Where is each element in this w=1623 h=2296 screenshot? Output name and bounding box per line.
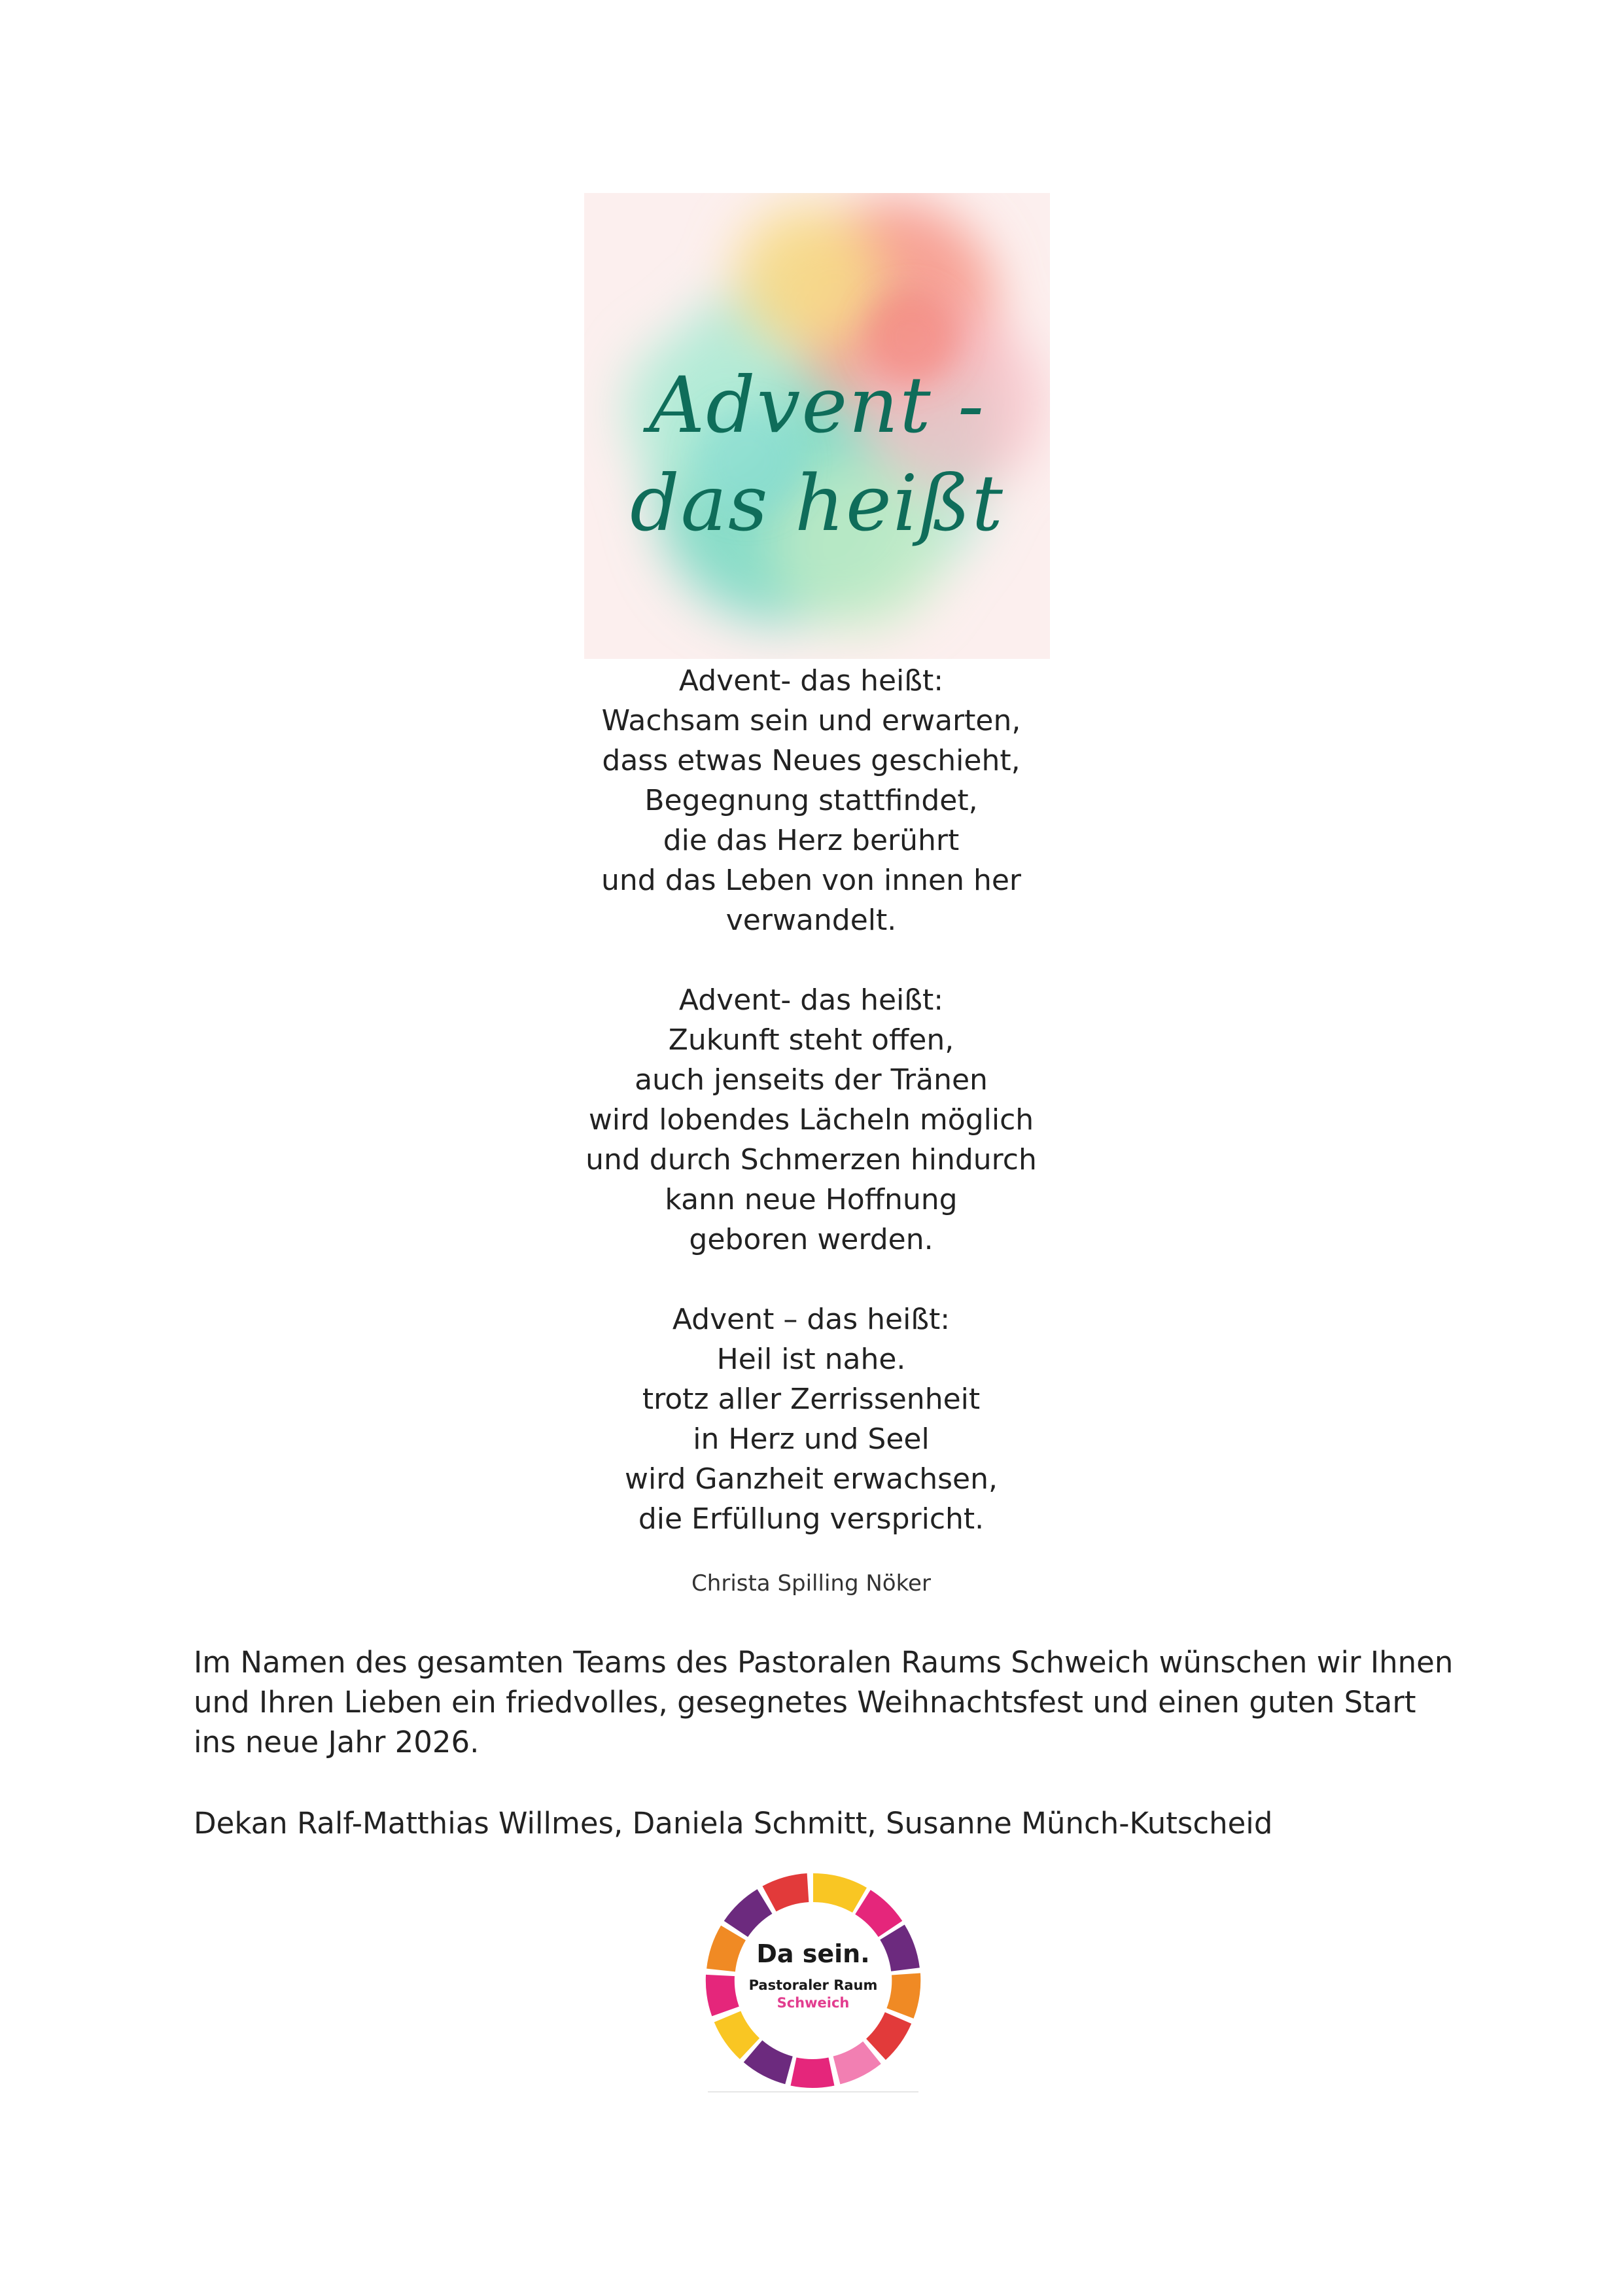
poem-line: und durch Schmerzen hindurch xyxy=(585,1143,1037,1176)
poem-line: auch jenseits der Tränen xyxy=(635,1063,988,1097)
header-title-line1: Advent - xyxy=(648,360,986,450)
poem-line: wird Ganzheit erwachsen, xyxy=(625,1462,998,1496)
poem-line: Advent – das heißt: xyxy=(672,1303,951,1336)
poem-line: Heil ist nahe. xyxy=(716,1343,906,1376)
logo-location: Schweich xyxy=(777,1995,850,2011)
poem-line: verwandelt. xyxy=(725,904,897,937)
poem-line: Advent- das heißt: xyxy=(678,983,944,1017)
poem-stanza-1 xyxy=(484,661,1138,940)
poem-line: Advent- das heißt: xyxy=(678,664,944,698)
poem-author: Christa Spilling Nöker xyxy=(691,1570,931,1597)
poem-line: geboren werden. xyxy=(689,1223,934,1256)
poem-line: trotz aller Zerrissenheit xyxy=(642,1383,981,1416)
poem-stanza-2 xyxy=(484,980,1138,1260)
signature-line: Dekan Ralf-Matthias Willmes, Daniela Schmitt, Susanne Münch-Kutscheid xyxy=(194,1806,1273,1841)
poem-line: und das Leben von innen her xyxy=(601,864,1021,897)
poem-line: wird lobendes Lächeln möglich xyxy=(588,1103,1034,1137)
poem-line: Begegnung stattfindet, xyxy=(644,784,978,817)
poem-line: Wachsam sein und erwarten, xyxy=(601,704,1021,737)
greeting-paragraph: Im Namen des gesamten Teams des Pastoralen Raums Schweich wünschen wir Ihnen und Ihren Lieben ein friedvolles, gesegnetes Weihnachtsfest und einen guten Start ins neue Jahr 2026. xyxy=(194,1645,1454,1759)
logo-baseline-divider xyxy=(708,2091,918,2093)
poem xyxy=(484,661,1138,1539)
poem-line: die Erfüllung verspricht. xyxy=(638,1502,985,1536)
poem-line: kann neue Hoffnung xyxy=(665,1183,958,1216)
poem-line: Zukunft steht offen, xyxy=(668,1023,954,1057)
logo-title: Da sein. xyxy=(756,1939,870,1968)
header-title-line2: das heißt xyxy=(630,458,1004,548)
poem-line: in Herz und Seel xyxy=(693,1422,930,1456)
advent-header-image xyxy=(584,193,1050,659)
poem-line: die das Herz berührt xyxy=(663,824,960,857)
pastoral-raum-logo xyxy=(705,1873,921,2095)
poem-stanza-3 xyxy=(484,1299,1138,1539)
logo-subtitle: Pastoraler Raum xyxy=(748,1977,878,1993)
poem-line: dass etwas Neues geschieht, xyxy=(602,744,1021,777)
